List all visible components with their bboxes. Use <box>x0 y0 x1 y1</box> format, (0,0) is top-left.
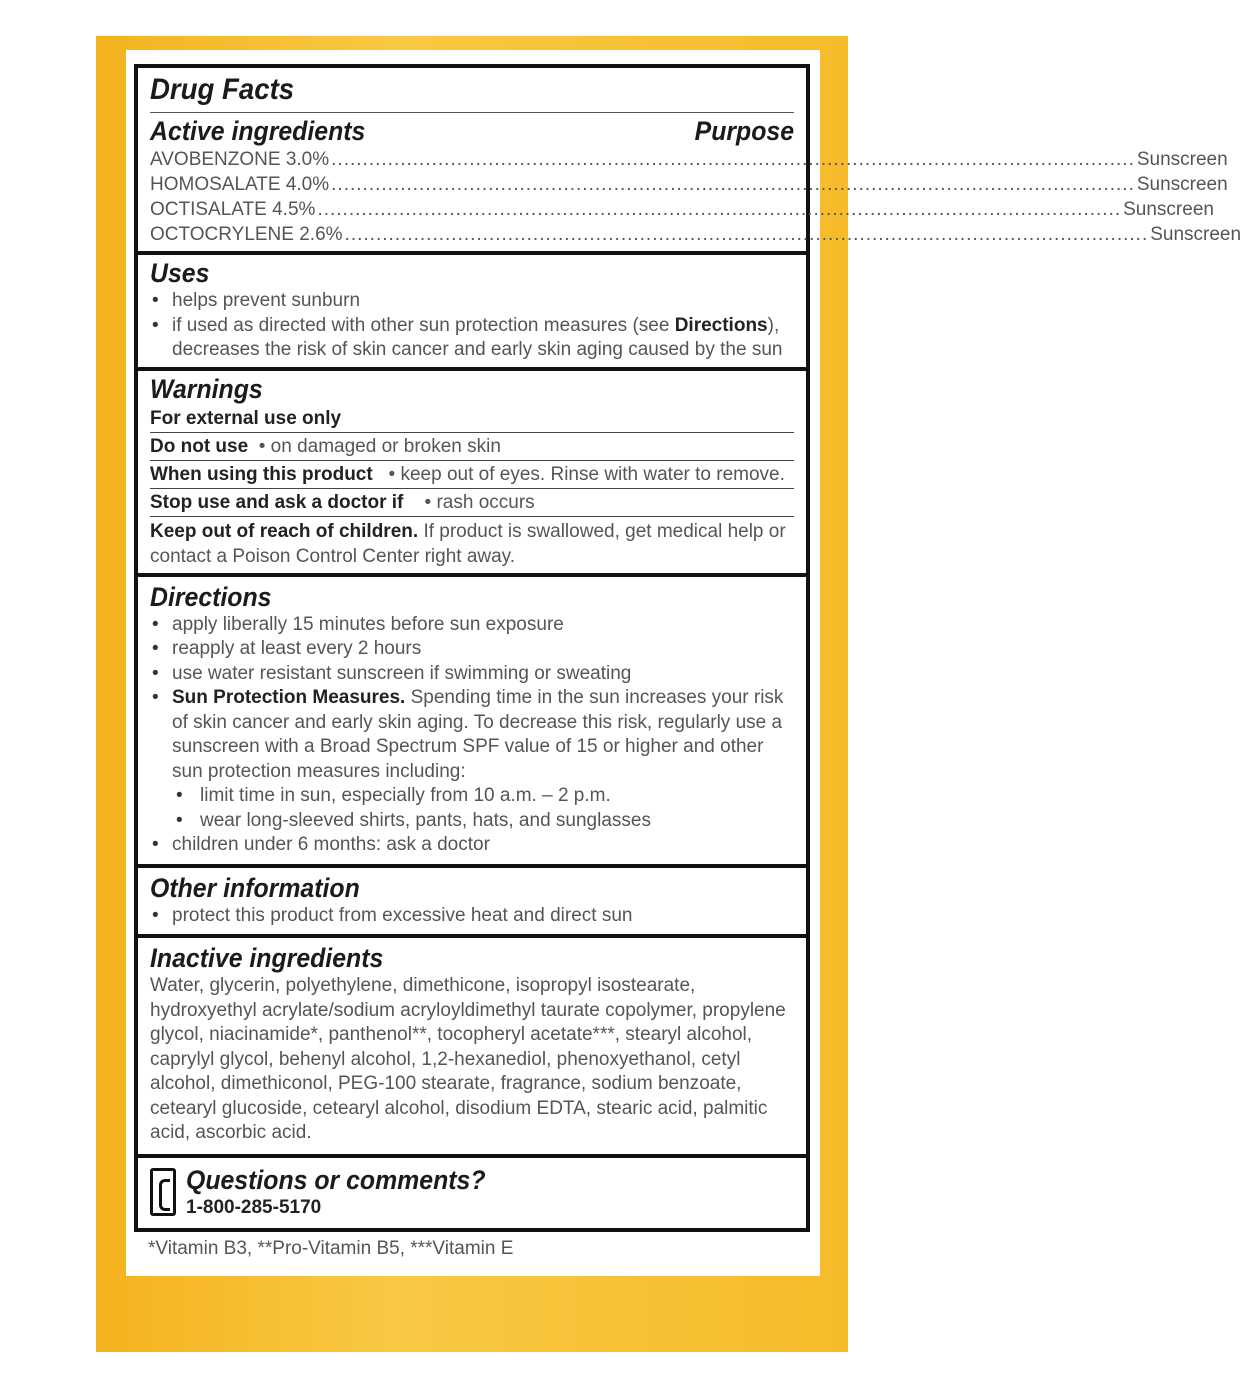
purpose-heading: Purpose <box>694 116 794 146</box>
directions-section <box>138 573 806 864</box>
drug-facts-box <box>134 64 1241 1232</box>
do-not-use-label: Do not use <box>150 435 249 457</box>
list-item <box>150 904 794 929</box>
stop-use-text: rash occurs <box>436 491 535 513</box>
list-item <box>150 784 794 809</box>
active-header-row <box>150 115 794 147</box>
ingredient-name: AVOBENZONE 3.0% <box>150 149 330 170</box>
ingredient-name: OCTOCRYLENE 2.6% <box>150 224 343 245</box>
bullet: • <box>253 435 271 457</box>
drug-facts-title: Drug Facts <box>150 73 295 106</box>
when-using-text: keep out of eyes. Rinse with water to remove. <box>400 463 785 485</box>
warnings-heading: Warnings <box>150 373 263 404</box>
ingredient-row <box>150 172 1228 197</box>
list-item <box>150 686 794 784</box>
inactive-heading: Inactive ingredients <box>150 943 384 973</box>
uses-text: helps prevent sunburn <box>172 290 361 311</box>
questions-section <box>138 1154 806 1229</box>
ingredient-purpose: Sunscreen <box>1136 149 1228 170</box>
list-item <box>150 314 794 363</box>
external-use-text: For external use only <box>150 407 342 429</box>
ingredient-name: HOMOSALATE 4.0% <box>150 174 330 195</box>
ingredient-purpose: Sunscreen <box>1136 174 1228 195</box>
other-info-list <box>150 904 794 929</box>
bullet: • <box>377 463 401 485</box>
directions-ref: Directions <box>674 314 768 336</box>
ingredient-row <box>150 197 1214 222</box>
sun-protection-label: Sun Protection Measures. <box>172 687 406 708</box>
ingredient-row <box>150 222 1241 247</box>
directions-heading: Directions <box>150 581 272 612</box>
uses-text: ), decreases the risk of skin cancer and early skin aging caused by the sun <box>172 314 783 360</box>
other-info-text: protect this product from excessive heat and direct sun <box>172 904 633 926</box>
bullet: • <box>408 491 437 513</box>
leader-dots: ................................................................................................................................ <box>331 174 1135 195</box>
do-not-use-text: on damaged or broken skin <box>270 435 501 457</box>
direction-text: Spending time in the sun increases your risk of skin cancer and early skin aging. To decrease this risk, regularly use a sunscreen with a Broad Spectrum SPF value of 15 or higher and other sun protection measures including: <box>172 687 784 782</box>
direction-text: use water resistant sunscreen if swimming or sweating <box>172 662 632 684</box>
list-item <box>150 809 794 834</box>
vitamin-footnote: *Vitamin B3, **Pro-Vitamin B5, ***Vitamin E <box>148 1238 514 1259</box>
uses-section <box>138 251 806 367</box>
ingredient-name: OCTISALATE 4.5% <box>150 199 316 220</box>
questions-heading: Questions or comments? <box>186 1164 486 1195</box>
phone-number: 1-800-285-5170 <box>186 1196 322 1218</box>
questions-row <box>150 1158 794 1229</box>
direction-text: limit time in sun, especially from 10 a.m. – 2 p.m. <box>200 785 611 806</box>
when-using-line <box>150 460 794 488</box>
uses-heading: Uses <box>150 258 210 288</box>
stop-use-label: Stop use and ask a doctor if <box>150 491 404 513</box>
ingredient-purpose: Sunscreen <box>1123 199 1214 220</box>
direction-text: reapply at least every 2 hours <box>172 638 422 659</box>
direction-text: wear long-sleeved shirts, pants, hats, and sunglasses <box>200 809 651 831</box>
keep-out-label: Keep out of reach of children. <box>150 520 419 542</box>
leader-dots: ................................................................................................................................ <box>317 199 1122 220</box>
uses-text: if used as directed with other sun protection measures (see <box>172 314 675 336</box>
divider <box>150 112 794 113</box>
other-info-heading: Other information <box>150 872 360 903</box>
ingredient-row <box>150 147 1228 172</box>
keep-out-line <box>150 516 794 569</box>
list-item <box>150 637 794 662</box>
direction-text: apply liberally 15 minutes before sun exposure <box>172 613 564 635</box>
phone-icon <box>150 1168 176 1216</box>
leader-dots: ................................................................................................................................ <box>331 149 1135 170</box>
when-using-label: When using this product <box>150 463 373 485</box>
active-ingredients-section <box>138 68 1241 251</box>
stop-use-line <box>150 488 794 516</box>
leader-dots: ................................................................................................................................ <box>344 224 1149 245</box>
inactive-text: Water, glycerin, polyethylene, dimethicone, isopropyl isostearate, hydroxyethyl acrylate/sodium acryloyldimethyl taurate copolymer, propylene glycol, niacinamide*, panthenol**, tocopheryl acetate***, stearyl alcohol, caprylyl glycol, behenyl alcohol, 1,2-hexanediol, phenoxyethanol, cetyl alcohol, dimethiconol, PEG-100 stearate, fragrance, sodium benzoate, cetearyl glucoside, cetearyl alcohol, disodium EDTA, stearic acid, palmitic acid, ascorbic acid. <box>150 975 786 1143</box>
other-info-section <box>138 864 806 935</box>
list-item <box>150 289 794 314</box>
warnings-section <box>138 367 806 573</box>
inactive-ingredients-section <box>138 934 806 1154</box>
active-heading: Active ingredients <box>150 116 366 146</box>
list-item <box>150 613 794 638</box>
ingredient-purpose: Sunscreen <box>1150 224 1241 245</box>
directions-list <box>150 613 794 858</box>
direction-text: children under 6 months: ask a doctor <box>172 834 490 855</box>
uses-list <box>150 289 794 363</box>
list-item <box>150 662 794 687</box>
questions-text-block <box>186 1164 512 1221</box>
keep-out-text: If product is swallowed, get medical help or contact a Poison Control Center right away. <box>150 520 786 567</box>
list-item <box>150 833 794 858</box>
do-not-use-line <box>150 432 794 460</box>
